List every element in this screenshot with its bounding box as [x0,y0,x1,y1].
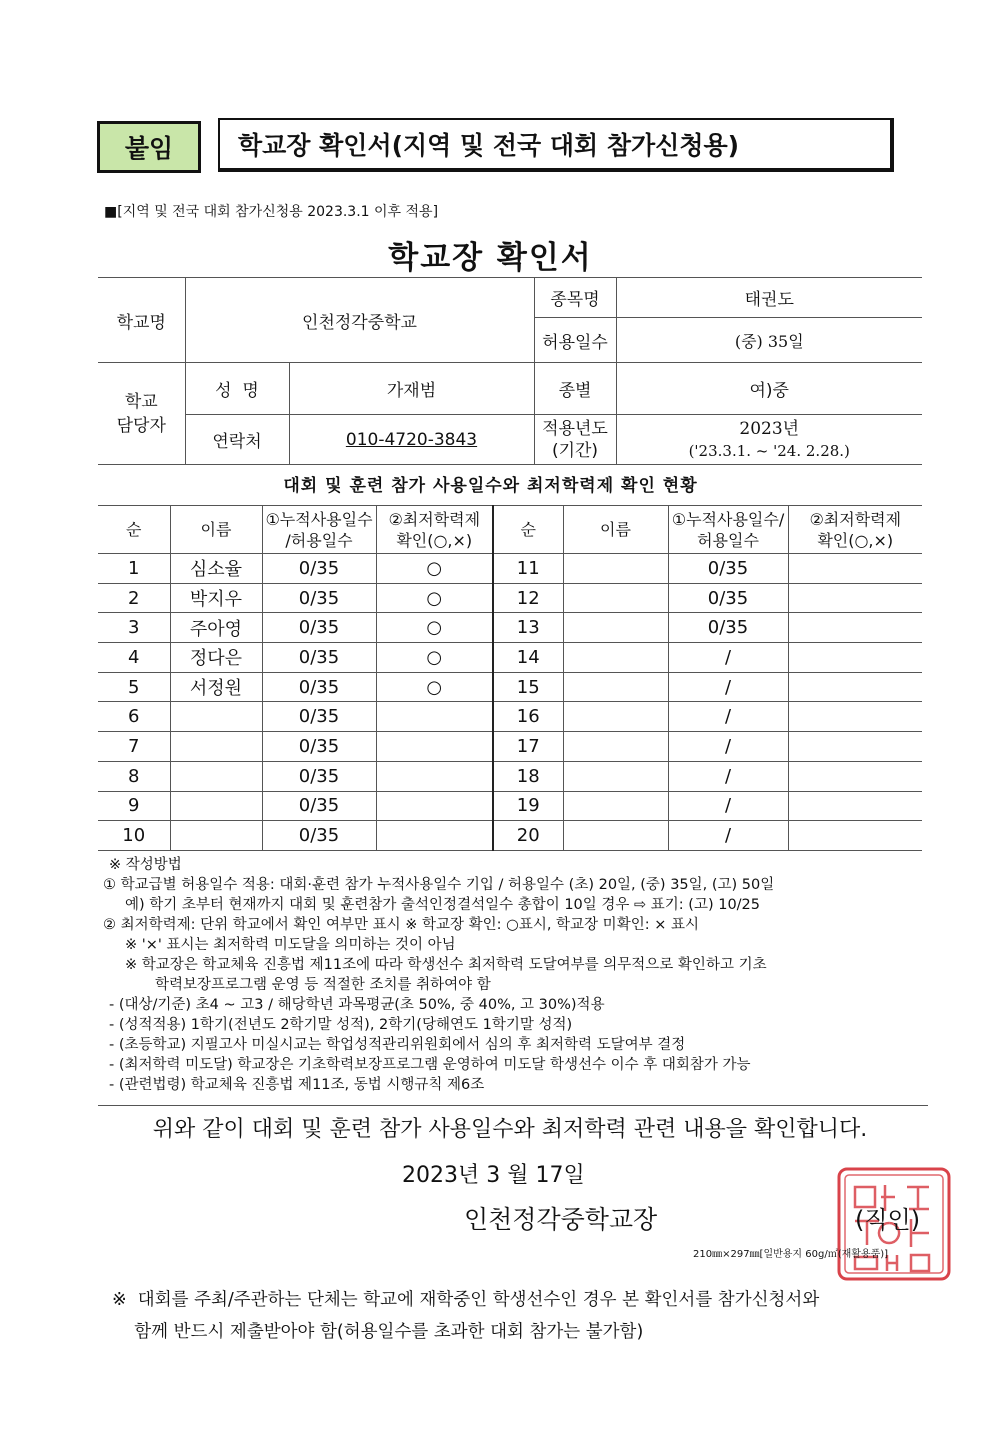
cell-d1: 0/35 [262,791,376,821]
cell-d1: 0/35 [262,613,376,643]
cell-n1: 7 [98,732,170,762]
cell-n1: 9 [98,791,170,821]
table-row [98,643,922,673]
section-title: 대회 및 훈련 참가 사용일수와 최저학력제 확인 현황 [283,476,698,496]
cell-n2: 14 [493,643,563,673]
cell-name2 [563,583,668,613]
cell-n1: 1 [98,554,170,584]
cell-name1 [170,821,262,851]
table-row [98,761,922,791]
document-title: 학교장 확인서 [388,240,593,276]
note-line: - (관련법령) 학교체육 진흥법 제11조, 동법 시행규칙 제6조 [109,1077,485,1093]
cell-name2 [563,761,668,791]
cell-c2 [788,791,922,821]
footer-note: ※ 대회를 주최/주관하는 단체는 학교에 재학중인 학생선수인 경우 본 확인서를 참가신청서와 함께 반드시 제출받아야 함(허용일수를 초과한 대회 참가는 불가함) [112,1290,820,1342]
column-header: ①누적사용일수 /허용일수 [262,506,376,554]
cell-n1: 5 [98,672,170,702]
note-line: ※ '×' 표시는 최저학력 미도달을 의미하는 것이 아님 [125,937,456,953]
school-name: 인천정각중학교 [185,278,534,363]
cell-n1: 10 [98,821,170,851]
cell-name2 [563,643,668,673]
cell-d2: / [668,643,788,673]
column-header: ②최저학력제 확인(○,×) [788,506,922,554]
cell-n2: 11 [493,554,563,584]
cell-c1 [376,761,493,791]
info-table [98,277,922,465]
cell-name1: 박지우 [170,583,262,613]
cell-name2 [563,702,668,732]
cell-name1 [170,702,262,732]
divider [98,1105,928,1106]
note-line: - (성적적용) 1학기(전년도 2학기말 성적), 2학기(당해연도 1학기말 성적) [109,1017,573,1033]
table-row [98,702,922,732]
cell-n1: 4 [98,643,170,673]
table-row [98,554,922,584]
cell-c2 [788,702,922,732]
cell-n1: 2 [98,583,170,613]
cell-c2 [788,761,922,791]
table-header-row [98,506,922,554]
cell-name2 [563,554,668,584]
confirm-text: 위와 같이 대회 및 훈련 참가 사용일수와 최저학력 관련 내용을 확인합니다. [152,1117,868,1142]
note-line: 예) 학기 초부터 현재까지 대회 및 훈련참가 출석인정결석일수 총합이 10일 경우 ⇨ 표기: (고) 10/25 [125,897,761,913]
cell-d1: 0/35 [262,554,376,584]
school-name-label: 학교명 [98,278,185,363]
cell-d2: 0/35 [668,583,788,613]
cell-c1 [376,702,493,732]
cell-d1: 0/35 [262,643,376,673]
column-header: ②최저학력제 확인(○,×) [376,506,493,554]
cell-name1 [170,791,262,821]
note-line: ① 학교급별 허용일수 적용: 대회·훈련 참가 누적사용일수 기입 / 허용일수 (초) 20일, (중) 35일, (고) 50일 [103,877,775,893]
seal-label: (직인) [855,1206,921,1234]
year-label: 적용년도 (기간) [534,415,616,465]
column-header: 이름 [170,506,262,554]
cell-n2: 17 [493,732,563,762]
table-row [98,583,922,613]
cell-c1 [376,821,493,851]
cell-n2: 19 [493,791,563,821]
cell-name1: 서정원 [170,672,262,702]
cell-n2: 13 [493,613,563,643]
period: ('23.3.1. ~ '24. 2.28.) [688,441,850,460]
cell-n2: 18 [493,761,563,791]
table-row [98,672,922,702]
table-row [98,791,922,821]
cell-c1 [376,791,493,821]
usage-table [98,505,922,851]
cell-c1: ○ [376,643,493,673]
cell-d2: / [668,821,788,851]
cell-c2 [788,732,922,762]
contact: 010-4720-3843 [345,429,478,450]
cell-name2 [563,732,668,762]
cell-c2 [788,643,922,673]
sport-label: 종목명 [534,278,616,318]
table-row [98,613,922,643]
issue-date: 2023년 3 월 17일 [402,1163,585,1188]
cell-name2 [563,821,668,851]
cell-name1: 주아영 [170,613,262,643]
cell-d2: 0/35 [668,554,788,584]
cell-d2: / [668,761,788,791]
cell-name2 [563,791,668,821]
cell-d1: 0/35 [262,702,376,732]
cell-c2 [788,672,922,702]
cell-d2: / [668,791,788,821]
cell-name1: 심소율 [170,554,262,584]
column-header: 순 [98,506,170,554]
cell-d1: 0/35 [262,821,376,851]
allowed-days: (중) 35일 [616,318,922,363]
note-line: - (대상/기준) 초4 ~ 고3 / 해당학년 과목평균(초 50%, 중 40%, 고 30%)적용 [109,997,605,1013]
column-header: 이름 [563,506,668,554]
manager-name: 가재범 [289,363,534,415]
sport: 태권도 [616,278,922,318]
cell-c2 [788,821,922,851]
cell-d1: 0/35 [262,732,376,762]
table-row [98,732,922,762]
column-header: ①누적사용일수/ 허용일수 [668,506,788,554]
cell-n2: 16 [493,702,563,732]
cell-n1: 6 [98,702,170,732]
contact-label: 연락처 [185,415,289,465]
type: 여)중 [616,363,922,415]
cell-name2 [563,672,668,702]
cell-c2 [788,583,922,613]
cell-n2: 12 [493,583,563,613]
cell-n1: 8 [98,761,170,791]
cell-d2: / [668,732,788,762]
type-label: 종별 [534,363,616,415]
cell-n2: 15 [493,672,563,702]
cell-name1 [170,732,262,762]
cell-name1: 정다은 [170,643,262,673]
cell-c1: ○ [376,583,493,613]
cell-name2 [563,613,668,643]
cell-n1: 3 [98,613,170,643]
cell-d1: 0/35 [262,672,376,702]
cell-c2 [788,613,922,643]
notes [103,855,933,1095]
note-line: - (최저학력 미도달) 학교장은 기초학력보장프로그램 운영하여 미도달 학생선수 이수 후 대회참가 가능 [109,1057,751,1073]
table-row [98,821,922,851]
allowed-days-label: 허용일수 [534,318,616,363]
header-title: 학교장 확인서(지역 및 전국 대회 참가신청용) [218,118,894,172]
cell-c1: ○ [376,554,493,584]
cell-d2: / [668,672,788,702]
note-line: ② 최저학력제: 단위 학교에서 확인 여부만 표시 ※ 학교장 확인: ○표시, 학교장 미확인: × 표시 [103,917,699,933]
paper-spec: 210㎜×297㎜[일반용지 60g/㎡(재활용품)] [693,1249,889,1260]
year: 2023년 [739,418,800,439]
note-line: ※ 학교장은 학교체육 진흥법 제11조에 따라 학생선수 최저학력 도달여부를 의무적으로 확인하고 기초 [125,957,767,973]
cell-d2: 0/35 [668,613,788,643]
manager-label: 학교 담당자 [98,363,185,465]
name-label: 성 명 [185,363,289,415]
cell-name1 [170,761,262,791]
attachment-label: 붙임 [97,121,201,173]
signer: 인천정각중학교장 [464,1205,658,1234]
column-header: 순 [493,506,563,554]
cell-c2 [788,554,922,584]
scope-note: ■[지역 및 전국 대회 참가신청용 2023.3.1 이후 적용] [104,204,439,220]
cell-c1: ○ [376,672,493,702]
note-line: ※ 작성방법 [109,857,182,873]
cell-c1: ○ [376,613,493,643]
cell-c1 [376,732,493,762]
cell-d1: 0/35 [262,583,376,613]
cell-d2: / [668,702,788,732]
cell-d1: 0/35 [262,761,376,791]
note-line: - (초등학교) 지필고사 미실시교는 학업성적관리위원회에서 심의 후 최저학력 도달여부 결정 [109,1037,686,1053]
note-line: 학력보장프로그램 운영 등 적절한 조치를 취하여야 함 [155,977,491,993]
cell-n2: 20 [493,821,563,851]
